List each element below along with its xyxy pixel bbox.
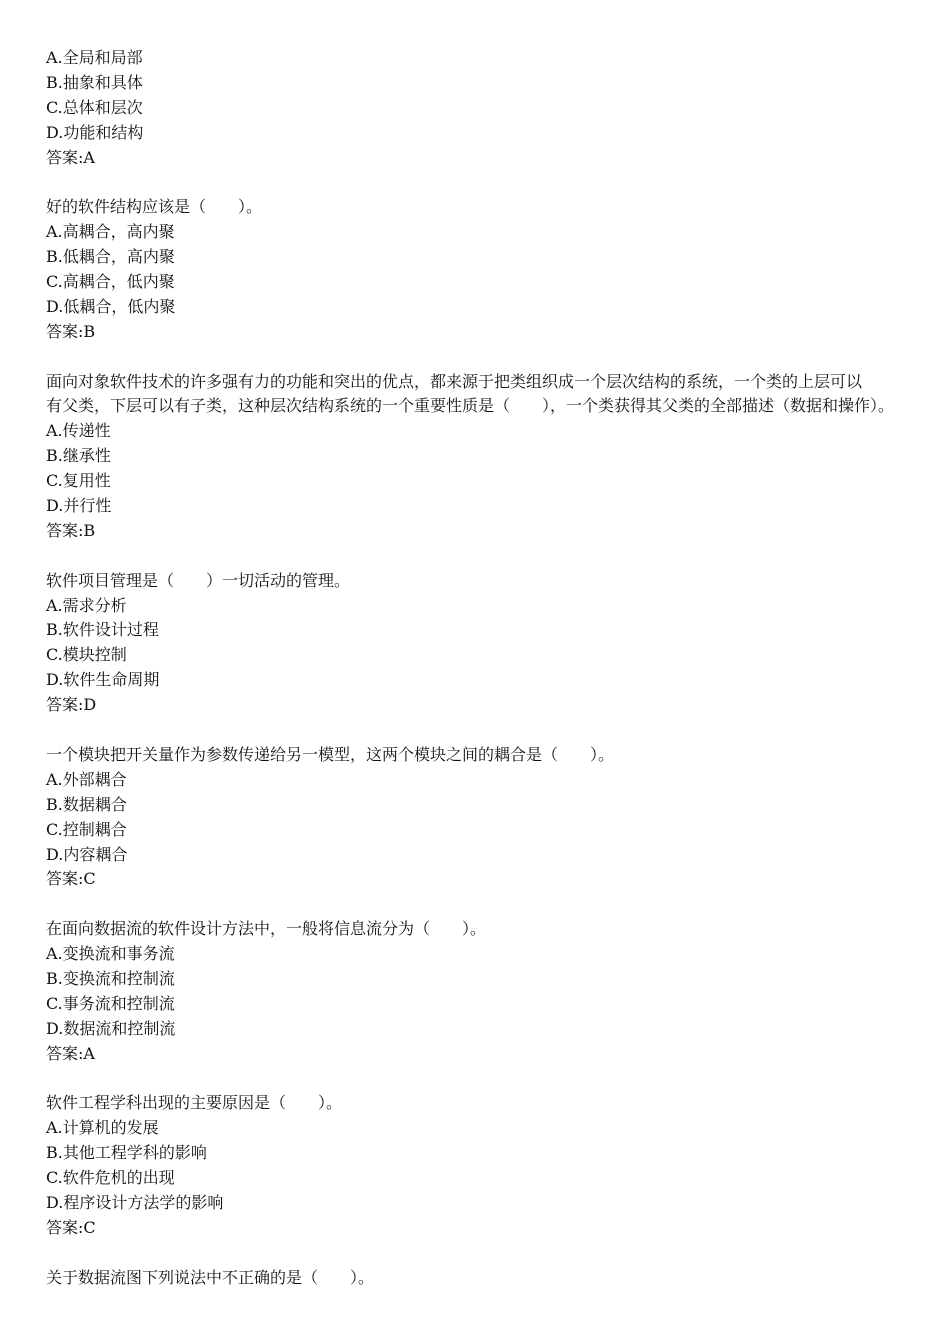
option-c: C.复用性 xyxy=(46,471,111,491)
option-b: B.低耦合，高内聚 xyxy=(46,247,175,267)
option-c: C.控制耦合 xyxy=(46,819,127,839)
question-block xyxy=(46,743,916,892)
answer: 答案:B xyxy=(46,321,96,341)
question-stem-line-1: 面向对象软件技术的许多强有力的功能和突出的优点，都来源于把类组织成一个层次结构的系统，一个类的上层可以 xyxy=(46,371,863,391)
option-a: A.传递性 xyxy=(46,421,111,441)
option-a: A.外部耦合 xyxy=(46,769,127,789)
option-c: C.模块控制 xyxy=(46,645,127,665)
option-d: D.数据流和控制流 xyxy=(46,1018,176,1038)
option-c: C.总体和层次 xyxy=(46,97,143,117)
option-d: D.低耦合，低内聚 xyxy=(46,296,176,316)
question-block xyxy=(46,1091,916,1240)
spacer xyxy=(46,718,916,743)
answer: 答案:A xyxy=(46,1043,95,1063)
spacer xyxy=(46,544,916,569)
option-d: D.并行性 xyxy=(46,496,112,516)
question-block xyxy=(46,195,916,344)
question-stem-line-2: 有父类，下层可以有子类，这种层次结构系统的一个重要性质是（ ），一个类获得其父类的全部描述（数据和操作）。 xyxy=(46,396,895,416)
spacer xyxy=(46,170,916,195)
option-a: A.高耦合，高内聚 xyxy=(46,222,175,242)
option-c: C.高耦合，低内聚 xyxy=(46,272,175,292)
question-block xyxy=(46,569,916,718)
document-body xyxy=(46,46,916,1291)
option-d: D.内容耦合 xyxy=(46,844,128,864)
answer: 答案:D xyxy=(46,695,97,715)
option-b: B.其他工程学科的影响 xyxy=(46,1143,207,1163)
spacer xyxy=(46,345,916,370)
spacer xyxy=(46,1241,916,1266)
option-c: C.软件危机的出现 xyxy=(46,1168,175,1188)
option-b: B.继承性 xyxy=(46,446,111,466)
option-d: D.软件生命周期 xyxy=(46,670,160,690)
option-b: B.软件设计过程 xyxy=(46,620,159,640)
question-block xyxy=(46,1266,916,1291)
answer: 答案:A xyxy=(46,147,95,167)
question-stem: 好的软件结构应该是（ ）。 xyxy=(46,197,263,217)
answer: 答案:C xyxy=(46,869,96,889)
question-stem: 软件项目管理是（ ）一切活动的管理。 xyxy=(46,570,351,590)
option-b: B.数据耦合 xyxy=(46,794,127,814)
question-stem: 在面向数据流的软件设计方法中，一般将信息流分为（ ）。 xyxy=(46,919,487,939)
question-stem: 关于数据流图下列说法中不正确的是（ ）。 xyxy=(46,1267,375,1287)
question-stem: 软件工程学科出现的主要原因是（ ）。 xyxy=(46,1093,343,1113)
question-block xyxy=(46,917,916,1066)
answer: 答案:B xyxy=(46,520,96,540)
option-a: A.全局和局部 xyxy=(46,48,143,67)
spacer xyxy=(46,892,916,917)
option-a: A.计算机的发展 xyxy=(46,1118,159,1138)
option-b: B.抽象和具体 xyxy=(46,72,143,92)
spacer xyxy=(46,1067,916,1092)
option-a: A.变换流和事务流 xyxy=(46,944,175,964)
question-block xyxy=(46,370,916,544)
option-d: D.程序设计方法学的影响 xyxy=(46,1192,224,1212)
question-block xyxy=(46,46,916,170)
option-b: B.变换流和控制流 xyxy=(46,968,175,988)
option-d: D.功能和结构 xyxy=(46,122,144,142)
answer: 答案:C xyxy=(46,1217,96,1237)
option-a: A.需求分析 xyxy=(46,595,127,615)
question-stem: 一个模块把开关量作为参数传递给另一模型，这两个模块之间的耦合是（ ）。 xyxy=(46,744,615,764)
option-c: C.事务流和控制流 xyxy=(46,993,175,1013)
